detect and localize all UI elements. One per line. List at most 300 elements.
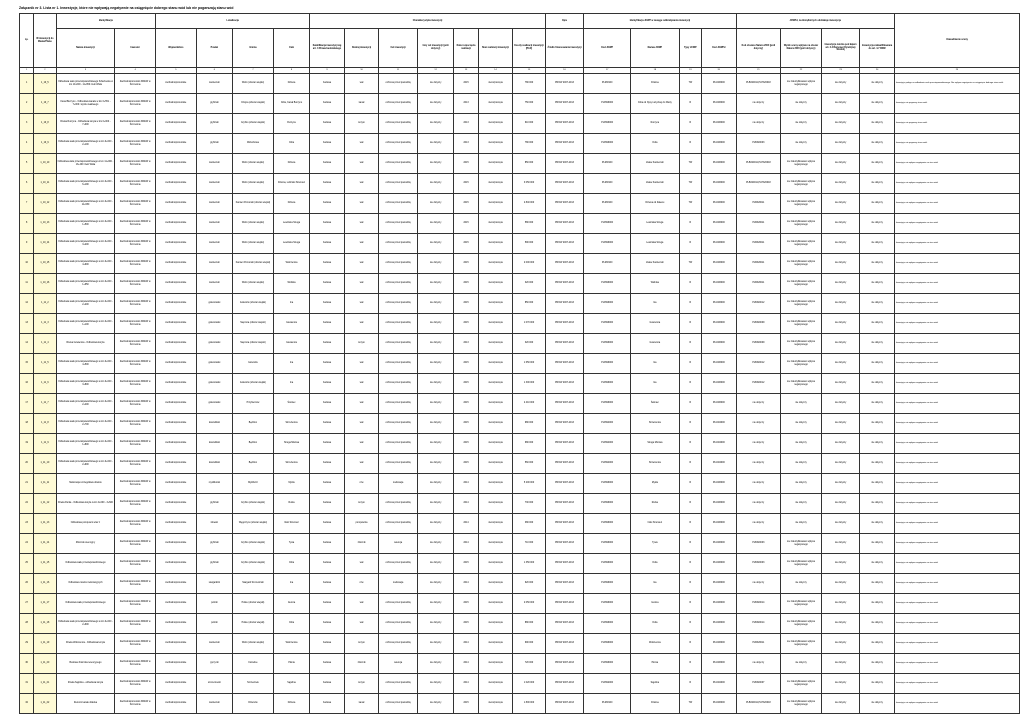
table-cell: koszaliński (196, 414, 233, 434)
table-cell: R (679, 234, 701, 254)
table-row (20, 534, 1020, 554)
table-cell: nie dotyczy (821, 654, 860, 674)
table-cell: ochrona przed powodzią (379, 194, 418, 214)
table-cell: zachodniopomorskie (156, 454, 197, 474)
column-number-cell: 21 (736, 68, 781, 74)
table-cell: 6 (20, 174, 34, 194)
table-cell: Gowienica (630, 314, 679, 334)
table-cell: nie dotyczy (781, 474, 822, 494)
table-cell: Dziwna (273, 74, 310, 94)
table-cell: Rzeka Rurzyca - Odbudowa koryta w km 0+000 - 7+000 (56, 114, 115, 134)
table-cell: Zachodniopomorski ZMiUW w Szczecinie (115, 474, 156, 494)
table-cell: nie dotyczy (417, 274, 454, 294)
table-cell: 320 000 (513, 334, 546, 354)
table-cell: Zachodniopomorski ZMiUW w Szczecinie (115, 294, 156, 314)
table-cell: 1_11_11 (34, 474, 56, 494)
table-cell: 1_11_12 (34, 494, 56, 514)
table-cell: nie dotyczy (860, 374, 895, 394)
column-number-cell: 22 (781, 68, 822, 74)
table-cell: nierozpoczęta (478, 694, 513, 714)
table-cell: 2014 (454, 654, 478, 674)
table-cell: kanał (344, 694, 379, 714)
table-cell: nierozpoczęta (478, 74, 513, 94)
table-cell: nie dotyczy (821, 354, 860, 374)
table-cell: R (679, 414, 701, 434)
table-cell: rów (344, 474, 379, 494)
table-cell: nie dotyczy (860, 434, 895, 454)
table-row (20, 354, 1020, 374)
table-cell: PLB320011,PLH320018 (736, 174, 781, 194)
table-cell: 24 (20, 534, 34, 554)
header-cell: Data rozpoczęcia realizacji (454, 29, 478, 68)
column-number-cell: 9 (310, 68, 345, 74)
table-cell: 9 (20, 234, 34, 254)
table-cell: 2015 (454, 694, 478, 714)
table-cell: Inwestycja nie pogorszy stanu wód. (894, 94, 1019, 114)
table-cell: R (679, 614, 701, 634)
table-cell: goleniowski (196, 334, 233, 354)
table-cell: goleniowski (196, 294, 233, 314)
table-cell: Odbudowa wału przeciwpowodziowego (56, 594, 115, 614)
table-cell: Gryfino (obszar wiejski) (233, 534, 274, 554)
table-cell: PROW 2007-2013 (545, 434, 584, 454)
table-cell: nie dotyczy (417, 154, 454, 174)
table-cell: budowa (310, 194, 345, 214)
table-cell: 720 000 (513, 654, 546, 674)
table-cell: nie dotyczy (781, 134, 822, 154)
table-cell: Odbudowa wału przeciwpowodziowego w km 0+000 - 2+900 (56, 454, 115, 474)
table-cell: 27 (20, 594, 34, 614)
table-cell: Dziwna (630, 694, 679, 714)
header-cell: Nazwa JCWP (630, 29, 679, 68)
table-cell: nie dotyczy (736, 114, 781, 134)
table-cell: 1_11_5 (34, 354, 56, 374)
table-cell: Ina (273, 354, 310, 374)
table-cell: koryto (344, 634, 379, 654)
table-cell: Zachodniopomorski ZMiUW w Szczecinie (115, 174, 156, 194)
table-cell: Ina (273, 294, 310, 314)
table-cell: zachodniopomorskie (156, 494, 197, 514)
table-row (20, 654, 1020, 674)
table-row (20, 694, 1020, 714)
table-cell: nie dotyczy (821, 554, 860, 574)
header-lp: Lp. (20, 14, 34, 68)
table-cell: Wolinka (630, 274, 679, 294)
table-cell: PLGW4000 (702, 434, 737, 454)
table-cell: budowa (310, 114, 345, 134)
table-cell: PLGW6000 (702, 514, 737, 534)
table-cell: zachodniopomorskie (156, 394, 197, 414)
table-cell: ochrona przed powodzią (379, 134, 418, 154)
table-cell: Inwestycja nie wpływa negatywnie na stan wód. (894, 434, 1019, 454)
table-cell: Struga Mściwa (273, 434, 310, 454)
table-cell: nie dotyczy (417, 654, 454, 674)
header-cell: Gmina (233, 29, 274, 68)
table-cell: budowa (310, 474, 345, 494)
table-cell: wał (344, 234, 379, 254)
table-cell: Kamień Pomorski (obszar wiejski) (233, 254, 274, 274)
table-cell: 1_11_22 (34, 694, 56, 714)
table-cell: R (679, 454, 701, 474)
table-row (20, 234, 1020, 254)
table-cell: zachodniopomorskie (156, 194, 197, 214)
table-cell: nierozpoczęta (478, 134, 513, 154)
table-cell: Myśla (630, 474, 679, 494)
table-cell: 1_11_19 (34, 634, 56, 654)
table-cell: nie zidentyfikowano wpływu negatywnego (781, 674, 822, 694)
table-cell: 610 000 (513, 114, 546, 134)
table-cell: 3 050 000 (513, 174, 546, 194)
column-number-cell: 18 (630, 68, 679, 74)
table-cell: 880 000 (513, 614, 546, 634)
table-cell: nie dotyczy (417, 314, 454, 334)
table-cell: budowa (310, 594, 345, 614)
table-cell: nierozpoczęta (478, 314, 513, 334)
table-cell: 2015 (454, 594, 478, 614)
table-cell: Inwestycja nie wpływa negatywnie na stan wód. (894, 654, 1019, 674)
table-cell: Remont kanału Zatoka (56, 694, 115, 714)
table-cell: 1_11_8 (34, 414, 56, 434)
table-cell: 1_11_21 (34, 674, 56, 694)
table-cell: Wolinka (273, 274, 310, 294)
table-cell: ochrona przed powodzią (379, 214, 418, 234)
table-cell: nie dotyczy (417, 434, 454, 454)
table-cell: PLGW6000 (702, 574, 737, 594)
table-cell: PLGW6000 (702, 594, 737, 614)
table-cell: PLB320012 (736, 374, 781, 394)
table-cell: nie dotyczy (417, 414, 454, 434)
table-cell: 3 (20, 114, 34, 134)
table-cell: budowa (310, 274, 345, 294)
table-cell: kamieński (196, 154, 233, 174)
table-cell: 710 000 (513, 534, 546, 554)
table-cell: nie dotyczy (860, 614, 895, 634)
table-row (20, 394, 1020, 414)
table-cell: TW (679, 694, 701, 714)
table-cell: ochrona przed powodzią (379, 634, 418, 654)
table-cell: nie dotyczy (860, 534, 895, 554)
table-cell: nie dotyczy (860, 334, 895, 354)
table-cell: Wolin (obszar wiejski) (233, 274, 274, 294)
table-cell: nierozpoczęta (478, 274, 513, 294)
table-cell: nie dotyczy (417, 534, 454, 554)
table-cell: R (679, 434, 701, 454)
table-cell: 2014 (454, 494, 478, 514)
header-group-row (20, 14, 1020, 29)
column-number-cell: 16 (545, 68, 584, 74)
table-cell: Strzeżenica (273, 454, 310, 474)
table-cell: Odbudowa wału przeciwpowodziowego w km 0+000 - 2+700 (56, 414, 115, 434)
table-cell: Gunica (630, 594, 679, 614)
table-cell: 13 (20, 314, 34, 334)
table-cell: 1_11_6 (34, 374, 56, 394)
header-cell: Kod obszaru Natura 2000 (jeśli dotyczy) (736, 29, 781, 68)
table-cell: zachodniopomorskie (156, 574, 197, 594)
table-cell: 1_11_15 (34, 554, 56, 574)
table-cell: nie dotyczy (821, 634, 860, 654)
table-cell: nie dotyczy (417, 594, 454, 614)
table-cell: nie dotyczy (860, 274, 895, 294)
table-cell: 2 840 000 (513, 194, 546, 214)
table-cell: PLGW6000 (702, 694, 737, 714)
table-row (20, 134, 1020, 154)
table-cell: Odra (630, 554, 679, 574)
table-cell: nierozpoczęta (478, 514, 513, 534)
table-cell: Zachodniopomorski ZMiUW w Szczecinie (115, 274, 156, 294)
table-cell: budowa (310, 154, 345, 174)
table-cell: PLGW6000 (702, 74, 737, 94)
table-cell: budowa (310, 674, 345, 694)
table-cell: TW (679, 74, 701, 94)
table-cell: Kozielice (233, 654, 274, 674)
table-cell: 20 (20, 454, 34, 474)
table-cell: zachodniopomorskie (156, 234, 197, 254)
table-row (20, 634, 1020, 654)
table-cell: nierozpoczęta (478, 114, 513, 134)
table-cell: nie dotyczy (821, 134, 860, 154)
table-cell: nie zidentyfikowano wpływu negatywnego (781, 174, 822, 194)
table-cell: PLB320011 (736, 634, 781, 654)
table-cell: Chojna (obszar wiejski) (233, 94, 274, 114)
table-cell: 11 (20, 274, 34, 294)
table-cell: PLB320011,PLH320018 (736, 74, 781, 94)
header-cell: Kod JCWPd (702, 29, 737, 68)
table-cell: 1_10_12 (34, 194, 56, 214)
table-cell: ochrona przed powodzią (379, 114, 418, 134)
table-cell: kamieński (196, 174, 233, 194)
table-cell: 1_11_20 (34, 654, 56, 674)
header-cell: Stan realizacji inwestycji (478, 29, 513, 68)
table-cell: nierozpoczęta (478, 454, 513, 474)
table-cell: 1 800 000 (513, 694, 546, 714)
document-title: Załącznik nr 3. Lista nr 1. Inwestycje, które nie wpływają negatywnie na osiągnięcie dobrego stanu wód lub nie pogarszają stanu wód (19, 6, 234, 10)
table-cell: Inwestycja nie wpływa negatywnie na stan wód. (894, 194, 1019, 214)
table-cell: PLB320011 (736, 194, 781, 214)
header-cell: Inwestycja zakwalifikowana do art. 4.7 RDW (860, 29, 895, 68)
table-row (20, 254, 1020, 274)
table-cell: 2015 (454, 154, 478, 174)
table-cell: 8 (20, 214, 34, 234)
table-cell: Zachodniopomorski ZMiUW w Szczecinie (115, 94, 156, 114)
table-cell: nie dotyczy (417, 334, 454, 354)
table-cell: Wolin (obszar wiejski) (233, 214, 274, 234)
table-cell: 22 (20, 494, 34, 514)
table-cell: Odbudowa wału przeciwpowodziowego w km 0+000 - 2+100 (56, 134, 115, 154)
table-cell: Inwestycja polega na odbudowie wału przeciwpowodziowego. Nie wpływa negatywnie na osiągnięcie dobrego stanu wód. (894, 74, 1019, 94)
header-cell: Wynik oceny wpływu na obszar Natura 2000 (jeśli dotyczy) (781, 29, 822, 68)
table-cell: zachodniopomorskie (156, 114, 197, 134)
table-cell: nie dotyczy (821, 234, 860, 254)
table-cell: Inwestycja nie wpływa negatywnie na stan wód. (894, 634, 1019, 654)
table-cell: 15 (20, 354, 34, 374)
table-cell: 2015 (454, 394, 478, 414)
table-cell: PLGW6000 (702, 494, 737, 514)
table-cell: Zachodniopomorski ZMiUW w Szczecinie (115, 134, 156, 154)
table-cell: nie dotyczy (821, 594, 860, 614)
table-cell: nierozpoczęta (478, 474, 513, 494)
table-cell: Ina (273, 574, 310, 594)
table-cell: wał (344, 374, 379, 394)
table-cell: R (679, 534, 701, 554)
table-cell: Odbudowa wału przeciwpowodziowego Szlachecka w km 10+600 - 11+950 rzeki Wisła (56, 74, 115, 94)
table-cell: PLGW6000 (702, 134, 737, 154)
table-cell: PROW 2007-2013 (545, 354, 584, 374)
table-cell: nie dotyczy (821, 74, 860, 94)
table-cell: 1_11_10 (34, 454, 56, 474)
table-cell: zachodniopomorskie (156, 514, 197, 534)
table-cell: nie zidentyfikowano wpływu negatywnego (781, 294, 822, 314)
table-cell: nierozpoczęta (478, 334, 513, 354)
table-cell: Inwestycja nie wpływa negatywnie na stan wód. (894, 454, 1019, 474)
table-cell: PROW 2007-2013 (545, 174, 584, 194)
table-cell: 560 000 (513, 454, 546, 474)
column-number-cell: 19 (679, 68, 701, 74)
table-cell: zachodniopomorskie (156, 174, 197, 194)
table-row (20, 614, 1020, 634)
table-cell: PLGW2000 (702, 674, 737, 694)
header-cell: Inwestycja istotna pod kątem art. 4.4 Ramowej Dyrektywy Wodnej (821, 29, 860, 68)
table-cell: nie zidentyfikowano wpływu negatywnego (781, 234, 822, 254)
table-row (20, 514, 1020, 534)
table-cell: Odbudowa wału przeciwpowodziowego (56, 554, 115, 574)
table-cell: kamieński (196, 74, 233, 94)
column-number-cell: 15 (513, 68, 546, 74)
table-cell: ochrona przed powodzią (379, 94, 418, 114)
column-number-cell: 25 (894, 68, 1019, 74)
table-cell: nierozpoczęta (478, 354, 513, 374)
table-cell: Wołczenica (273, 254, 310, 274)
table-cell: nie dotyczy (736, 514, 781, 534)
table-cell: budowa (310, 334, 345, 354)
table-cell: wał (344, 354, 379, 374)
table-cell: nie dotyczy (781, 454, 822, 474)
table-cell: PROW 2007-2013 (545, 194, 584, 214)
table-cell: PLGW4000 (702, 414, 737, 434)
table-cell: kamieński (196, 214, 233, 234)
table-cell: R (679, 274, 701, 294)
table-cell: zachodniopomorskie (156, 694, 197, 714)
table-cell: PROW 2007-2013 (545, 474, 584, 494)
table-cell: PLGW6000 (702, 174, 737, 194)
table-cell: wał (344, 274, 379, 294)
table-cell: PLGW6000 (702, 334, 737, 354)
table-cell: wał (344, 614, 379, 634)
table-cell: PLB320014 (736, 614, 781, 634)
table-cell: nie dotyczy (860, 254, 895, 274)
table-cell: kamieński (196, 194, 233, 214)
table-cell: Inwestycja nie wpływa negatywnie na stan wód. (894, 694, 1019, 714)
table-cell: Inwestycja nie wpływa negatywnie na stan wód. (894, 334, 1019, 354)
table-cell: Sąpólna (630, 674, 679, 694)
table-cell: nie dotyczy (821, 534, 860, 554)
table-cell: nie dotyczy (821, 114, 860, 134)
table-cell: nierozpoczęta (478, 414, 513, 434)
table-cell: zachodniopomorskie (156, 154, 197, 174)
table-cell: nie dotyczy (821, 194, 860, 214)
table-cell: PLRW6000 (584, 234, 631, 254)
table-cell: nie dotyczy (860, 314, 895, 334)
table-cell: zachodniopomorskie (156, 94, 197, 114)
table-cell: budowa (310, 134, 345, 154)
table-cell: nie dotyczy (860, 574, 895, 594)
table-cell: nie dotyczy (860, 514, 895, 534)
table-cell: nie dotyczy (821, 574, 860, 594)
table-cell: Stepnica (obszar wiejski) (233, 314, 274, 334)
table-cell: nie dotyczy (417, 474, 454, 494)
table-cell: wał (344, 254, 379, 274)
column-number-cell: 10 (344, 68, 379, 74)
table-cell: wał (344, 214, 379, 234)
column-number-cell: 5 (156, 68, 197, 74)
table-cell: PROW 2007-2013 (545, 334, 584, 354)
table-cell: kamieński (196, 274, 233, 294)
table-cell: PLRW6000 (584, 614, 631, 634)
table-cell: PROW 2007-2013 (545, 574, 584, 594)
table-cell: nierozpoczęta (478, 654, 513, 674)
table-cell: Ina (630, 354, 679, 374)
table-cell: nierozpoczęta (478, 94, 513, 114)
table-cell: 2015 (454, 434, 478, 454)
table-cell: gryfiński (196, 94, 233, 114)
table-cell: kamieński (196, 694, 233, 714)
table-cell: pompownia (344, 514, 379, 534)
table-cell: nie dotyczy (860, 134, 895, 154)
table-row (20, 594, 1020, 614)
table-cell: Strzeżenica (630, 454, 679, 474)
table-cell: nie dotyczy (781, 434, 822, 454)
table-cell: nie dotyczy (781, 494, 822, 514)
table-cell: PLGW6000 (702, 554, 737, 574)
table-cell: nie dotyczy (860, 474, 895, 494)
table-row (20, 494, 1020, 514)
table-cell: R (679, 114, 701, 134)
table-cell: 680 000 (513, 434, 546, 454)
table-cell: nierozpoczęta (478, 634, 513, 654)
table-cell: nie dotyczy (417, 354, 454, 374)
table-cell: 1_10_9 (34, 134, 56, 154)
table-cell: R (679, 674, 701, 694)
table-cell: Inwestycja nie wpływa negatywnie na stan wód. (894, 314, 1019, 334)
table-cell: Odbudowa wału przeciwpowodziowego w km 0+000 - 4+500 (56, 354, 115, 374)
column-number-cell: 13 (454, 68, 478, 74)
table-cell: Świniec (273, 394, 310, 414)
table-cell: koryto (344, 334, 379, 354)
table-cell: Zachodniopomorski ZMiUW w Szczecinie (115, 554, 156, 574)
table-cell: Rurzyca (630, 114, 679, 134)
table-cell: 1 020 000 (513, 674, 546, 694)
header-id: ID inwestycji do MasterPlanu (34, 14, 56, 68)
table-cell: wał (344, 314, 379, 334)
table-cell: nie dotyczy (821, 314, 860, 334)
table-cell: nierozpoczęta (478, 674, 513, 694)
table-cell: PLRW6000 (584, 354, 631, 374)
table-cell: nie dotyczy (860, 294, 895, 314)
table-cell: R (679, 634, 701, 654)
table-cell: 2015 (454, 294, 478, 314)
header-group-identyfikacja: Identyfikacja (56, 14, 155, 29)
column-number-cell: 6 (196, 68, 233, 74)
table-cell: PLB320011,PLH320018 (736, 694, 781, 714)
table-cell: R (679, 214, 701, 234)
table-cell: szczecinecki (196, 674, 233, 694)
table-cell: 2015 (454, 414, 478, 434)
table-cell: 2013 (454, 334, 478, 354)
table-cell: R (679, 554, 701, 574)
table-cell: nierozpoczęta (478, 534, 513, 554)
table-cell: Inwestycja nie wpływa negatywnie na stan wód. (894, 414, 1019, 434)
table-cell: nie zidentyfikowano wpływu negatywnego (781, 314, 822, 334)
table-cell: TW (679, 174, 701, 194)
